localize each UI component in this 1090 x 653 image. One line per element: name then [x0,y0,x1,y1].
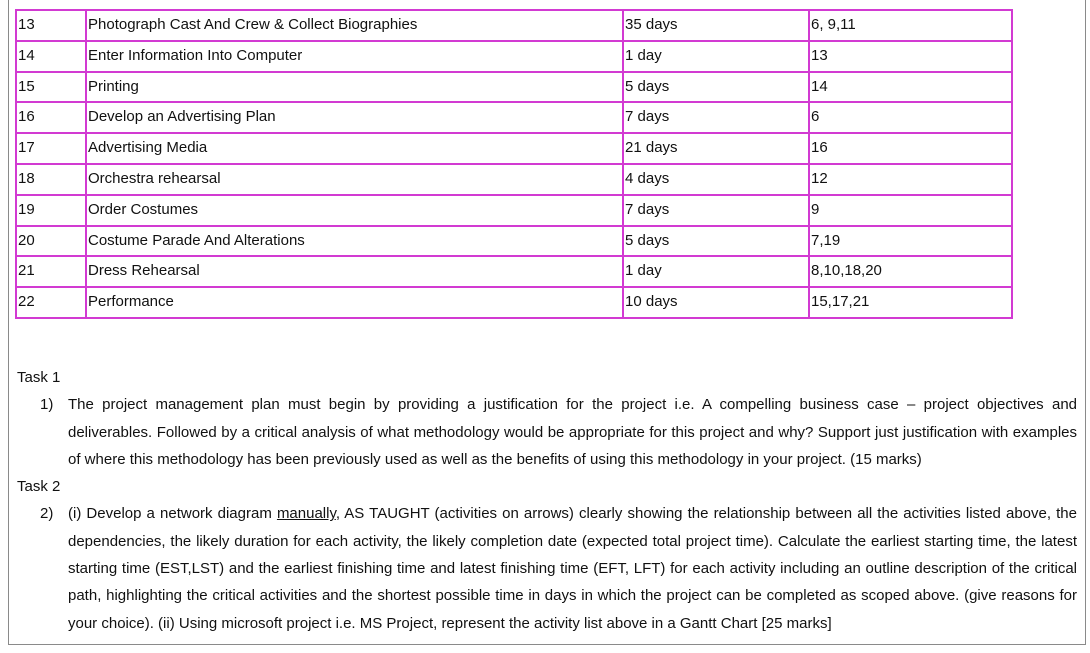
activity-number: 20 [16,226,86,257]
activity-description: Develop an Advertising Plan [86,102,623,133]
activity-number: 18 [16,164,86,195]
table-row [16,10,1012,41]
task2-item [17,500,1081,636]
activity-number: 17 [16,133,86,164]
activity-number: 22 [16,287,86,318]
activity-description: Order Costumes [86,195,623,226]
activity-duration: 1 day [623,256,809,287]
activity-duration: 21 days [623,133,809,164]
activity-duration: 7 days [623,102,809,133]
activity-description: Performance [86,287,623,318]
activity-dependencies: 15,17,21 [809,287,1012,318]
activity-description: Costume Parade And Alterations [86,226,623,257]
activity-number: 19 [16,195,86,226]
activity-description: Printing [86,72,623,103]
activity-number: 14 [16,41,86,72]
activity-duration: 5 days [623,72,809,103]
table-row [16,226,1012,257]
activity-dependencies: 12 [809,164,1012,195]
task2-text-underlined: manually [276,505,336,523]
task2-marker: 2) [40,505,54,523]
task1-text: The project management plan must begin by providing a justification for the project i.e. A compelling business case – project objectives and deliverables. Followed by a critical analysis of what methodology would be appropriate for this project and why? Support just justification with examples of where this methodology has been previously used as well as the benefits of using this methodology in your project. (15 marks) [68,396,1077,468]
activity-dependencies: 7,19 [809,226,1012,257]
activity-dependencies: 13 [809,41,1012,72]
task1-item [17,391,1081,473]
activity-number: 15 [16,72,86,103]
task2-heading: Task 2 [17,478,61,496]
task2-text-after: , AS TAUGHT (activities on arrows) clearly showing the relationship between all the activities listed above, the dependencies, the likely duration for each activity, the likely completion date (expected total project time). Calculate the earliest starting time, the latest starting time (EST,LST) and the earliest finishing time and latest finishing time (EFT, LFT) for each activity including an outline description of the critical path, highlighting the critical activities and the shortest possible time in days in which the project can be completed as scoped above. (give reasons for your choice). (ii) Using microsoft project i.e. MS Project, represent the activity list above in a Gantt Chart [25 marks] [68,505,1077,632]
table-row [16,256,1012,287]
table-row [16,195,1012,226]
activity-description: Dress Rehearsal [86,256,623,287]
table-row [16,72,1012,103]
activity-dependencies: 16 [809,133,1012,164]
activity-duration: 10 days [623,287,809,318]
activity-description: Photograph Cast And Crew & Collect Biographies [86,10,623,41]
table-row [16,164,1012,195]
activity-table [15,9,1013,319]
task1-heading: Task 1 [17,369,61,386]
activity-description: Enter Information Into Computer [86,41,623,72]
task2-text-before: (i) Develop a network diagram [68,505,277,523]
activity-number: 16 [16,102,86,133]
task1-marker: 1) [40,396,54,414]
task-section [17,364,1081,637]
activity-dependencies: 8,10,18,20 [809,256,1012,287]
activity-duration: 5 days [623,226,809,257]
table-row [16,133,1012,164]
activity-description: Orchestra rehearsal [86,164,623,195]
activity-number: 21 [16,256,86,287]
table-row [16,102,1012,133]
table-row [16,41,1012,72]
activity-dependencies: 14 [809,72,1012,103]
activity-dependencies: 6, 9,11 [809,10,1012,41]
activity-duration: 7 days [623,195,809,226]
table-row [16,287,1012,318]
activity-dependencies: 9 [809,195,1012,226]
activity-number: 13 [16,10,86,41]
activity-description: Advertising Media [86,133,623,164]
activity-dependencies: 6 [809,102,1012,133]
activity-duration: 1 day [623,41,809,72]
activity-duration: 4 days [623,164,809,195]
task2-text [68,500,1081,636]
activity-duration: 35 days [623,10,809,41]
